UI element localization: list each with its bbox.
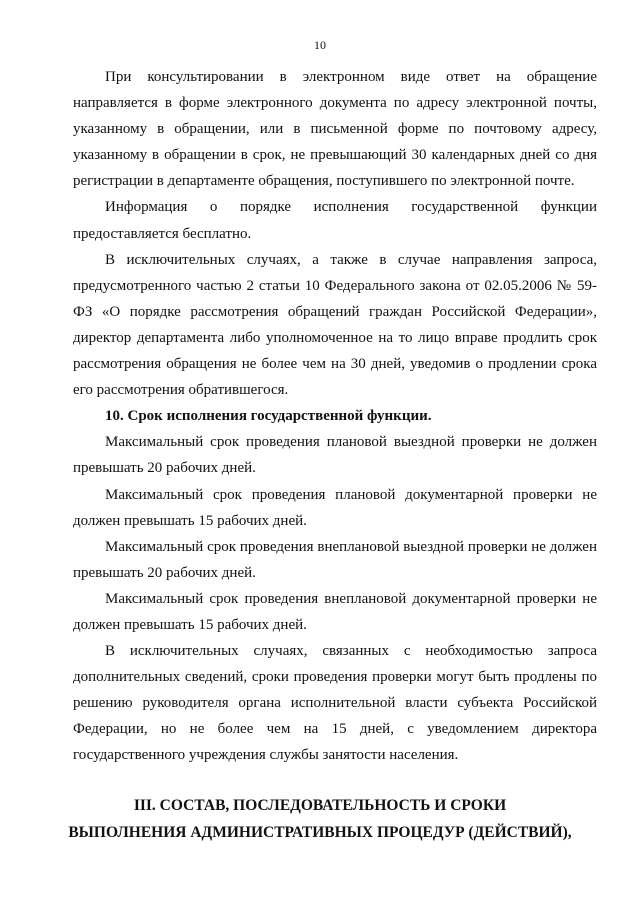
section-title-line-1: III. СОСТАВ, ПОСЛЕДОВАТЕЛЬНОСТЬ И СРОКИ — [133, 797, 507, 814]
paragraph-unplanned-documentary-inspection: Максимальный срок проведения внеплановой документарной проверки не должен превышать 15 рабочих дней. — [73, 590, 597, 633]
paragraph-electronic-consultation: При консультировании в электронном виде ответ на обращение направляется в форме электронного документа по адресу электронной почты, указанному в обращении, или в письменной форме по почтовому адресу, указанному в обращении в срок, не превышающий 30 календарных дней со дня регистрации в департаменте обращения, поступившего по электронной почте. — [73, 69, 597, 190]
paragraph-planned-onsite-inspection: Максимальный срок проведения плановой выездной проверки не должен превышать 20 рабочих дней. — [73, 434, 597, 477]
paragraph-free-information: Информация о порядке исполнения государственной функции предоставляется бесплатно. — [73, 199, 597, 242]
paragraph-heading-execution-term: 10. Срок исполнения государственной функции. — [105, 408, 432, 425]
paragraph-unplanned-onsite-inspection: Максимальный срок проведения внеплановой выездной проверки не должен превышать 20 рабочих дней. — [73, 538, 597, 581]
page-number: 10 — [314, 38, 326, 52]
paragraph-extension-of-term: В исключительных случаях, а также в случае направления запроса, предусмотренного частью 2 статьи 10 Федерального закона от 02.05.2006 № 59-ФЗ «О порядке рассмотрения обращений граждан Российской Федерации», директор департамента либо уполномоченное на то лицо вправе продлить срок рассмотрения обращения не более чем на 30 дней, уведомив о продлении срока его рассмотрения обратившегося. — [73, 251, 597, 399]
document-body — [73, 64, 597, 769]
section-title-line-2: ВЫПОЛНЕНИЯ АДМИНИСТРАТИВНЫХ ПРОЦЕДУР (ДЕЙСТВИЙ), — [68, 824, 572, 841]
paragraph-inspection-extension: В исключительных случаях, связанных с необходимостью запроса дополнительных сведений, сроки проведения проверки могут быть продлены по решению руководителя органа исполнительной власти субъекта Российской Федерации, но не более чем на 15 дней, с уведомлением директора государственного учреждения службы занятости населения. — [73, 643, 597, 764]
section-title — [0, 792, 640, 846]
paragraph-planned-documentary-inspection: Максимальный срок проведения плановой документарной проверки не должен превышать 15 рабочих дней. — [73, 486, 597, 529]
